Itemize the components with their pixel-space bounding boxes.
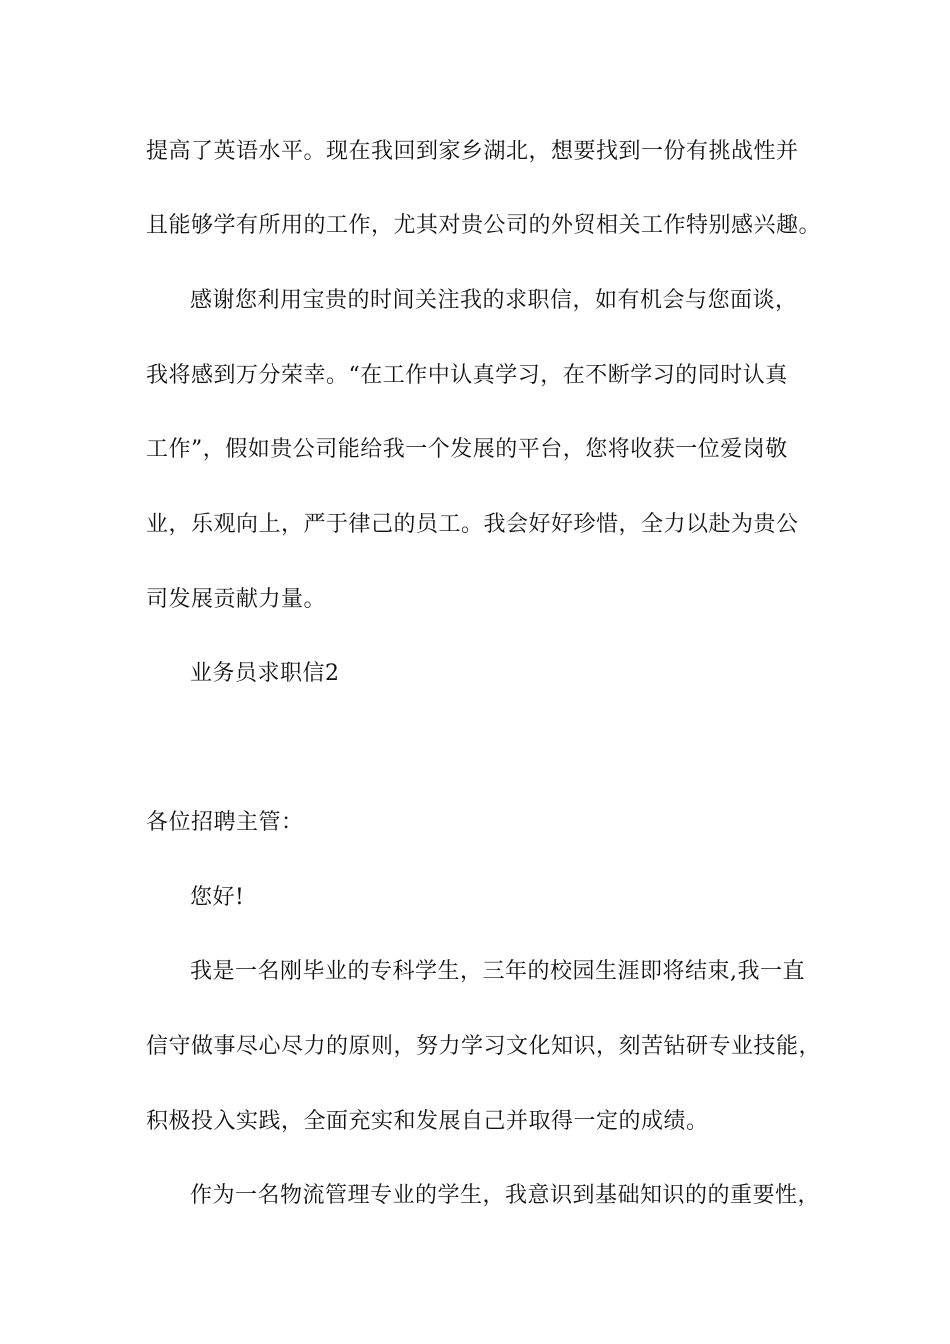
paragraph-line: 业，乐观向上，严于律己的员工。我会好好珍惜，全力以赴为贵公 xyxy=(146,512,799,537)
paragraph-line: 积极投入实践，全面充实和发展自己并取得一定的成绩。 xyxy=(146,1109,709,1134)
paragraph-line: 且能够学有所用的工作，尤其对贵公司的外贸相关工作特别感兴趣。 xyxy=(146,213,822,238)
paragraph-line: 工作”，假如贵公司能给我一个发展的平台，您将收获一位爱岗敬 xyxy=(146,437,788,462)
paragraph-line: 信守做事尽心尽力的原则，努力学习文化知识，刻苦钻研专业技能， xyxy=(146,1034,822,1059)
paragraph-line: 感谢您利用宝贵的时间关注我的求职信，如有机会与您面谈， xyxy=(190,288,798,313)
paragraph-line: 提高了英语水平。现在我回到家乡湖北，想要找到一份有挑战性并 xyxy=(146,139,799,164)
paragraph-line: 司发展贡献力量。 xyxy=(146,587,327,612)
greeting: 您好! xyxy=(190,885,245,910)
paragraph-line: 作为一名物流管理专业的学生，我意识到基础知识的的重要性， xyxy=(190,1183,821,1208)
section-heading: 业务员求职信2 xyxy=(190,661,340,686)
salutation: 各位招聘主管： xyxy=(146,810,304,835)
paragraph-line: 我将感到万分荣幸。“在工作中认真学习，在不断学习的同时认真 xyxy=(146,363,788,388)
paragraph-line: 我是一名刚毕业的专科学生，三年的校园生涯即将结束,我一直 xyxy=(190,959,805,984)
